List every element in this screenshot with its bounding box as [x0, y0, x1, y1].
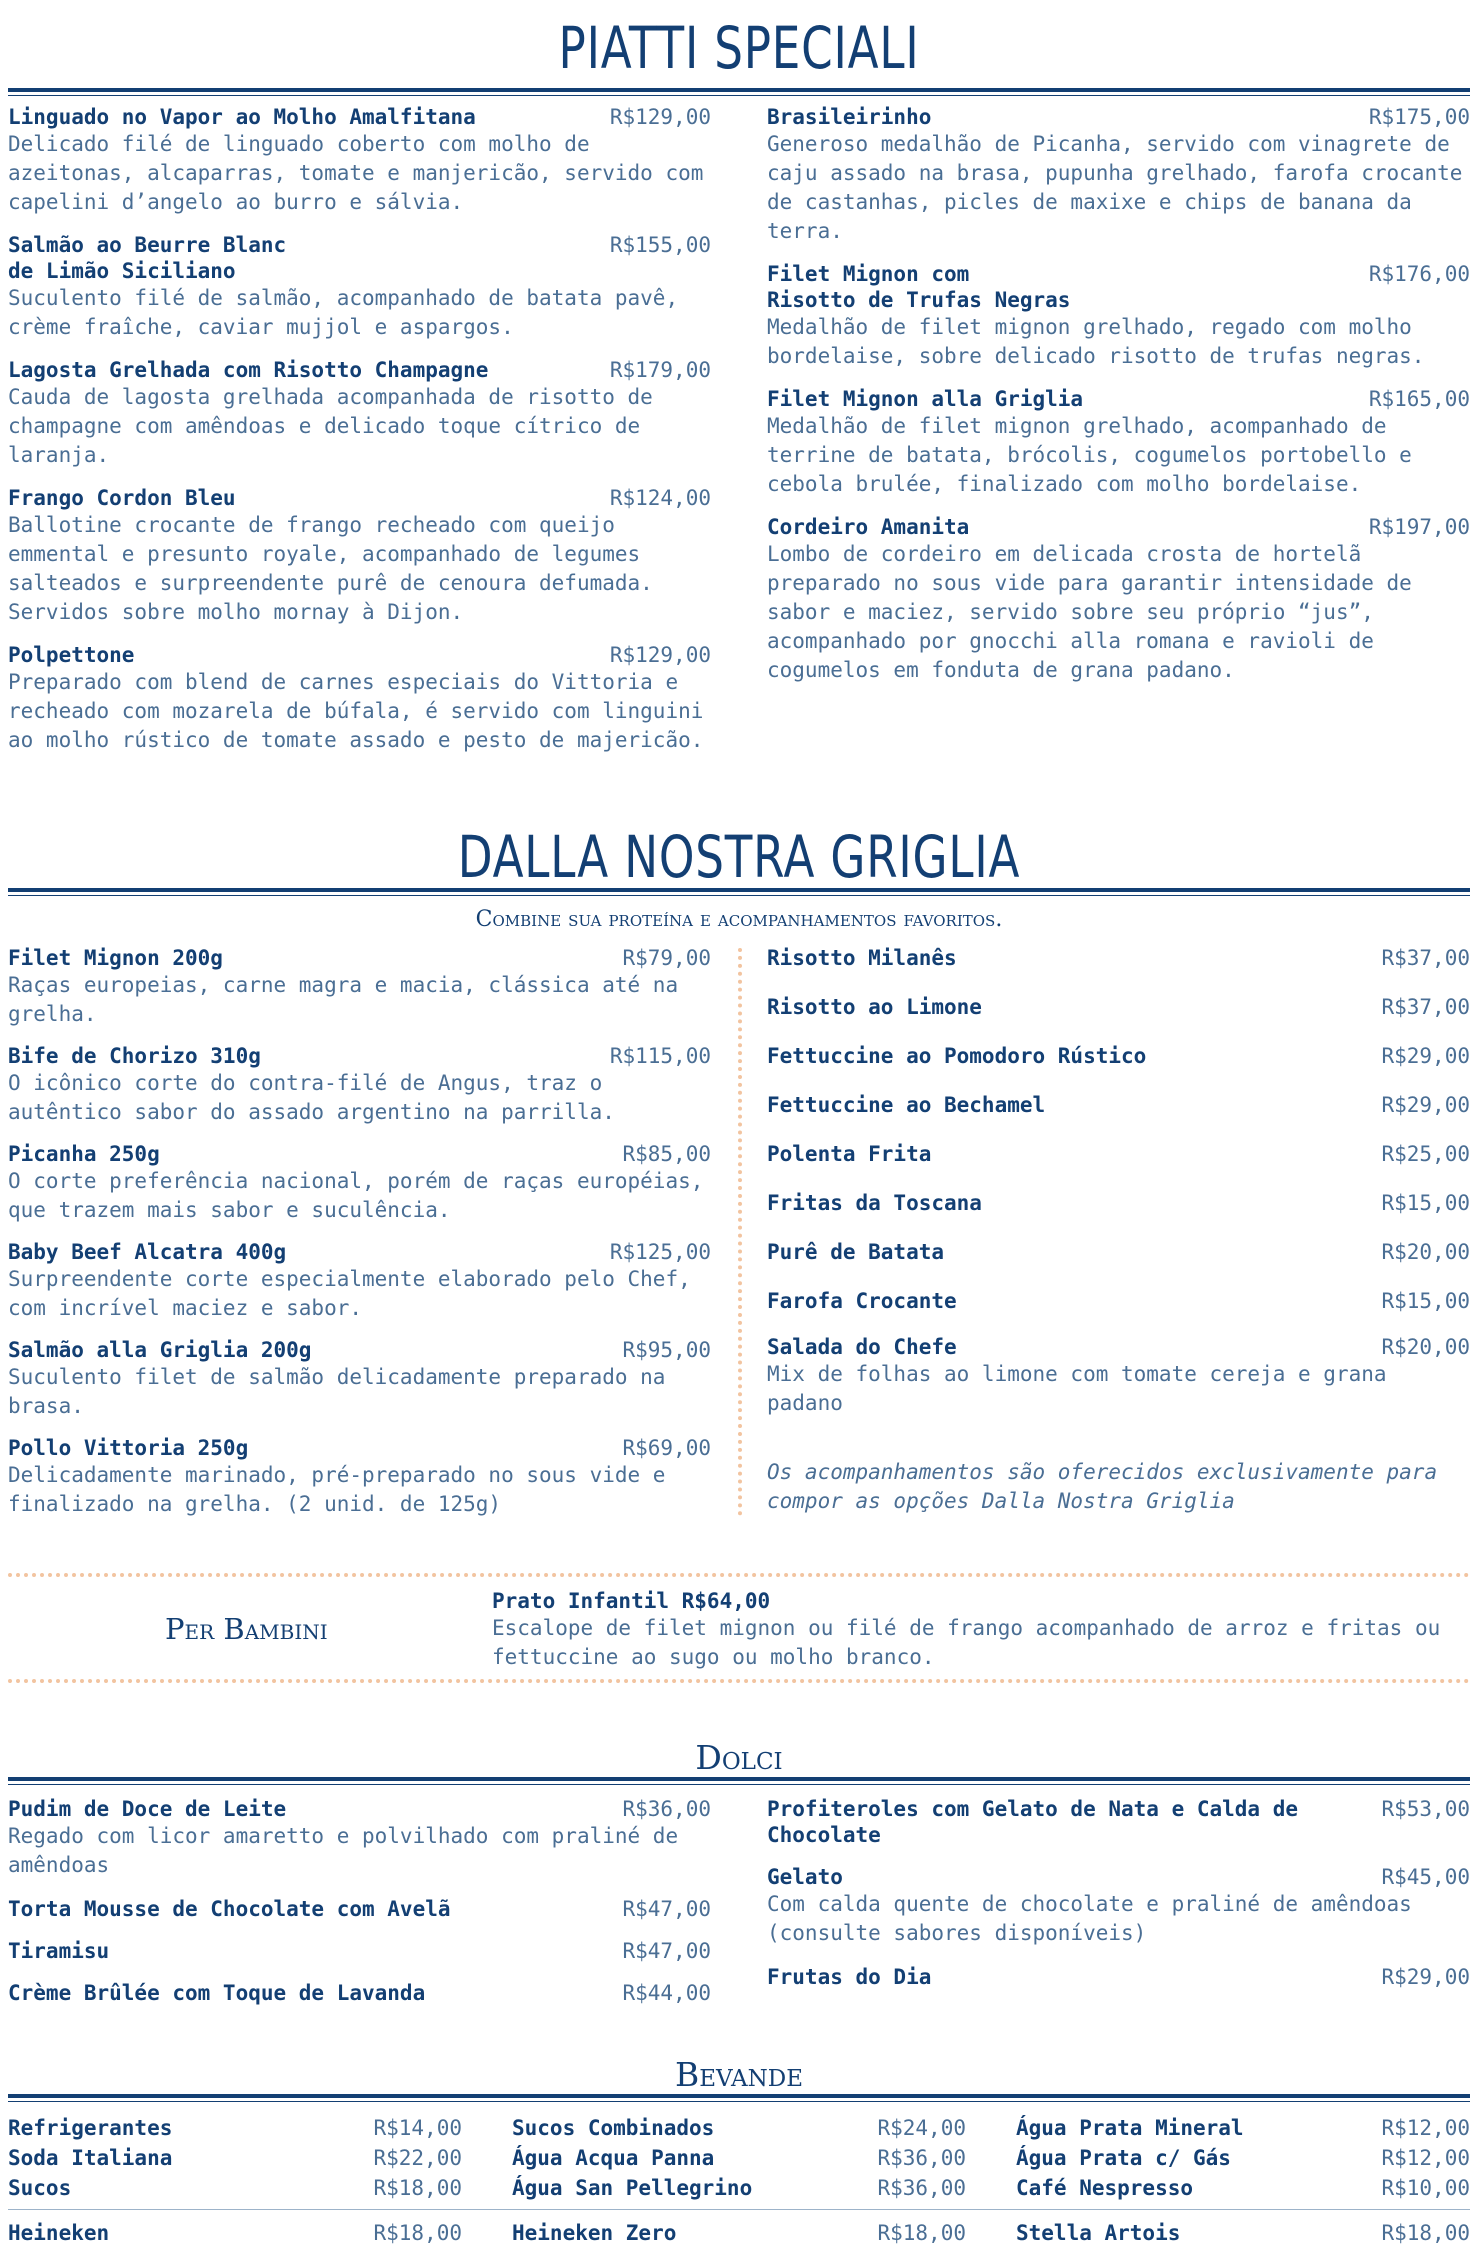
side-item [767, 1043, 1470, 1069]
menu-item-header [8, 1938, 711, 1964]
side-item-price: R$37,00 [1381, 995, 1470, 1019]
menu-item-description: Suculento filet de salmão delicadamente preparado na brasa. [8, 1365, 666, 1418]
menu-item-price: R$69,00 [622, 1436, 711, 1460]
menu-item-price: R$47,00 [622, 1897, 711, 1921]
menu-item-name: Frango Cordon Bleu [8, 486, 236, 510]
side-item-price: R$20,00 [1381, 1240, 1470, 1264]
side-item-name: Purê de Batata [767, 1240, 945, 1264]
menu-item-header [767, 104, 1470, 130]
beverage-item [1016, 2113, 1470, 2143]
beverage-item [1016, 2218, 1470, 2248]
side-item-name: Polenta Frita [767, 1142, 932, 1166]
menu-item-name: Salmão ao Beurre Blanc [8, 233, 287, 257]
menu-item-price: R$36,00 [622, 1797, 711, 1821]
menu-item [8, 357, 711, 470]
menu-item-name: Filet Mignon alla Griglia [767, 387, 1084, 411]
side-item-name: Fettuccine ao Bechamel [767, 1093, 1046, 1117]
bevande-title: Bevande [674, 2055, 804, 2094]
column-divider [738, 948, 742, 1516]
beverage-price: R$36,00 [877, 2146, 966, 2170]
beverage-name: Café Nespresso [1016, 2176, 1194, 2200]
menu-item-description: Ballotine crocante de frango recheado com queijo emmental e presunto royale, acompanhado de legumes salteados e surpreendente purê de cenoura defumada. Servidos sobre molho mornay à Dijon. [8, 513, 653, 624]
menu-item-description: Delicado filé de linguado coberto com molho de azeitonas, alcaparras, tomate e manjericão, servido com capelini d’angelo ao burro e sálvia. [8, 132, 704, 214]
side-item [767, 945, 1470, 971]
menu-item-description: Lombo de cordeiro em delicada crosta de hortelã preparado no sous vide para garantir intensidade de sabor e maciez, servido sobre seu próprio “jus”, acompanhado por gnocchi alla romana e ravioli de cogumelos em fonduta de grana padano. [767, 542, 1412, 682]
bambini-description: Escalope de filet mignon ou filé de frango acompanhado de arroz e fritas ou fettuccine ao sugo ou molho branco. [492, 1616, 1441, 1669]
side-item-name: Fritas da Toscana [767, 1191, 982, 1215]
menu-item-header [8, 357, 711, 383]
menu-item [767, 1796, 1470, 1848]
menu-item [8, 1796, 711, 1880]
beverage-name: Sucos [8, 2176, 72, 2200]
side-item-price: R$29,00 [1381, 1044, 1470, 1068]
section-rule [8, 2094, 1470, 2102]
bambini-item: Prato Infantil R$64,00 [492, 1589, 771, 1613]
beverage-price: R$18,00 [1381, 2221, 1470, 2245]
menu-item-description: Preparado com blend de carnes especiais do Vittoria e recheado com mozarela de búfala, é servido com linguini ao molho rústico de tomate assado e pesto de majericão. [8, 670, 704, 752]
side-item-name: Farofa Crocante [767, 1289, 957, 1313]
beverage-price: R$36,00 [877, 2176, 966, 2200]
piatti-speciali-title: PIATTI SPECIALI [558, 14, 920, 82]
side-item [767, 1141, 1470, 1167]
menu-item [8, 1337, 711, 1421]
menu-item-header [8, 1796, 711, 1822]
menu-item-price: R$125,00 [609, 1240, 711, 1264]
bambini-block [492, 1588, 1452, 1672]
side-item-name: Fettuccine ao Pomodoro Rústico [767, 1044, 1147, 1068]
dotted-rule [8, 1679, 1470, 1683]
beverage-price: R$18,00 [373, 2221, 462, 2245]
menu-item-price: R$45,00 [1381, 1865, 1470, 1889]
beverage-name: Refrigerantes [8, 2116, 173, 2140]
menu-item [767, 261, 1470, 371]
menu-item-name: Salmão alla Griglia 200g [8, 1338, 312, 1362]
beverage-price: R$10,00 [1381, 2176, 1470, 2200]
menu-item [8, 232, 711, 342]
menu-item [8, 1980, 711, 2006]
menu-item-name: Tiramisu [8, 1939, 110, 1963]
menu-item [8, 1435, 711, 1519]
side-item [767, 1092, 1470, 1118]
menu-item-description: Cauda de lagosta grelhada acompanhada de risotto de champagne com amêndoas e delicado toque cítrico de laranja. [8, 385, 653, 467]
menu-item-name: Pudim de Doce de Leite [8, 1797, 287, 1821]
menu-item-header [767, 514, 1470, 540]
side-item-name: Risotto ao Limone [767, 995, 982, 1019]
menu-item-description: Medalhão de filet mignon grelhado, acompanhado de terrine de batata, brócolis, cogumelos portobello e cebola brulée, finalizado com molho bordelaise. [767, 414, 1412, 496]
menu-item-header [8, 642, 711, 668]
section-rule [8, 88, 1470, 96]
beverage-item [512, 2173, 966, 2203]
beverage-name: Água Acqua Panna [512, 2146, 715, 2170]
side-item [767, 1190, 1470, 1216]
menu-item [8, 945, 711, 1029]
menu-item-header [767, 261, 1470, 287]
beverage-name: Água Prata Mineral [1016, 2116, 1244, 2140]
menu-item-header [8, 1043, 711, 1069]
beverage-price: R$12,00 [1381, 2116, 1470, 2140]
menu-item-price: R$129,00 [609, 643, 711, 667]
griglia-subtitle: Combine sua proteína e acompanhamentos favoritos. [475, 907, 1003, 932]
menu-item-name: Crème Brûlée com Toque de Lavanda [8, 1981, 426, 2005]
side-item [767, 1288, 1470, 1314]
dolci-left-column [8, 1796, 711, 2022]
menu-item-price: R$85,00 [622, 1142, 711, 1166]
menu-item-header [8, 1141, 711, 1167]
salad-name: Salada do Chefe [767, 1335, 957, 1359]
salad-description: Mix de folhas ao limone com tomate cereja e grana padano [767, 1362, 1387, 1415]
beverage-price: R$18,00 [877, 2221, 966, 2245]
menu-item [8, 1938, 711, 1964]
beverage-name: Heineken Zero [512, 2221, 677, 2245]
menu-item-name: Gelato [767, 1865, 843, 1889]
menu-item [767, 386, 1470, 499]
menu-item-header [8, 104, 711, 130]
menu-item-name: Picanha 250g [8, 1142, 160, 1166]
beverage-item [512, 2143, 966, 2173]
menu-item-header [8, 1337, 711, 1363]
menu-item-price: R$53,00 [1381, 1797, 1470, 1821]
side-item-price: R$25,00 [1381, 1142, 1470, 1166]
menu-item [767, 104, 1470, 246]
menu-item-price: R$95,00 [622, 1338, 711, 1362]
menu-item [8, 1896, 711, 1922]
menu-item-description: Delicadamente marinado, pré-preparado no sous vide e finalizado na grelha. (2 unid. de 125g) [8, 1463, 666, 1516]
beverage-item [512, 2113, 966, 2143]
menu-item-description: Medalhão de filet mignon grelhado, regado com molho bordelaise, sobre delicado risotto de trufas negras. [767, 315, 1425, 368]
menu-item [8, 642, 711, 755]
menu-item-name: Profiteroles com Gelato de Nata e Calda de Chocolate [767, 1797, 1299, 1847]
menu-item-name: Pollo Vittoria 250g [8, 1436, 249, 1460]
menu-item-price: R$79,00 [622, 946, 711, 970]
menu-item-header [767, 1964, 1470, 1990]
menu-item-header [8, 485, 711, 511]
menu-item-price: R$124,00 [609, 486, 711, 510]
side-item-price: R$37,00 [1381, 946, 1470, 970]
menu-item-description: Com calda quente de chocolate e praliné de amêndoas (consulte sabores disponíveis) [767, 1892, 1412, 1945]
side-item-price: R$29,00 [1381, 1093, 1470, 1117]
menu-item-price: R$179,00 [609, 358, 711, 382]
menu-item-description: O icônico corte do contra-filé de Angus, traz o autêntico sabor do assado argentino na parrilla. [8, 1071, 615, 1124]
piatti-right-column [767, 104, 1470, 700]
side-item-price: R$15,00 [1381, 1289, 1470, 1313]
menu-item-name-cont: de Limão Siciliano [8, 259, 236, 283]
beverage-price: R$22,00 [373, 2146, 462, 2170]
beverage-item [8, 2173, 462, 2203]
menu-item-price: R$155,00 [609, 233, 711, 257]
dotted-rule [8, 1573, 1470, 1577]
menu-item-price: R$176,00 [1368, 262, 1470, 286]
sides-note: Os acompanhamentos são oferecidos exclusivamente para compor as opções Dalla Nostra Griglia [767, 1460, 1438, 1513]
beverage-item [1016, 2143, 1470, 2173]
salad-item [767, 1334, 1470, 1418]
beverage-name: Água Prata c/ Gás [1016, 2146, 1231, 2170]
griglia-proteins-column [8, 945, 711, 1533]
menu-item-price: R$175,00 [1368, 105, 1470, 129]
menu-item-price: R$29,00 [1381, 1965, 1470, 1989]
menu-item-name: Linguado no Vapor ao Molho Amalfitana [8, 105, 476, 129]
beverage-name: Stella Artois [1016, 2221, 1181, 2245]
menu-item-header [767, 386, 1470, 412]
section-rule [8, 888, 1470, 896]
side-item [767, 1239, 1470, 1265]
side-item-name: Risotto Milanês [767, 946, 957, 970]
menu-item-price: R$165,00 [1368, 387, 1470, 411]
beverage-price: R$12,00 [1381, 2146, 1470, 2170]
menu-item-price: R$47,00 [622, 1939, 711, 1963]
menu-item [8, 1141, 711, 1225]
salad-price: R$20,00 [1381, 1335, 1470, 1359]
menu-item-header [8, 945, 711, 971]
menu-item [767, 1864, 1470, 1948]
piatti-left-column [8, 104, 711, 770]
menu-item-name: Lagosta Grelhada com Risotto Champagne [8, 358, 489, 382]
menu-item [767, 514, 1470, 685]
beverage-item [8, 2218, 462, 2248]
menu-item-description: Suculento filé de salmão, acompanhado de batata pavê, crème fraîche, caviar mujjol e aspargos. [8, 286, 679, 339]
griglia-title: DALLA NOSTRA GRIGLIA [457, 823, 1021, 891]
section-rule [8, 1777, 1470, 1785]
menu-item-description: Generoso medalhão de Picanha, servido com vinagrete de caju assado na brasa, pupunha grelhado, farofa crocante de castanhas, picles de maxixe e chips de banana da terra. [767, 132, 1463, 243]
beverage-name: Soda Italiana [8, 2146, 173, 2170]
beverage-item [1016, 2173, 1470, 2203]
beverage-item [8, 2113, 462, 2143]
menu-item-header [8, 232, 711, 258]
beverage-price: R$18,00 [373, 2176, 462, 2200]
bambini-title: Per Bambini [165, 1612, 328, 1646]
menu-item-header [767, 1796, 1470, 1848]
beverage-name: Heineken [8, 2221, 110, 2245]
beverage-item [8, 2143, 462, 2173]
menu-item-description: Regado com licor amaretto e polvilhado com praliné de amêndoas [8, 1824, 679, 1877]
menu-item-header [8, 1980, 711, 2006]
menu-item-header [8, 1435, 711, 1461]
menu-item-name: Torta Mousse de Chocolate com Avelã [8, 1897, 451, 1921]
menu-item-price: R$197,00 [1368, 515, 1470, 539]
beverage-separator [8, 2209, 1470, 2210]
menu-item-name: Filet Mignon com [767, 262, 970, 286]
beverage-price: R$14,00 [373, 2116, 462, 2140]
griglia-sides-column [767, 945, 1470, 1516]
menu-item-price: R$129,00 [609, 105, 711, 129]
menu-item-description: O corte preferência nacional, porém de raças européias, que trazem mais sabor e suculência. [8, 1169, 704, 1222]
beverage-name: Água San Pellegrino [512, 2176, 753, 2200]
menu-item-name-cont: Risotto de Trufas Negras [767, 288, 1071, 312]
side-item-price: R$15,00 [1381, 1191, 1470, 1215]
menu-item [767, 1964, 1470, 1990]
menu-item [8, 485, 711, 627]
menu-item-name: Polpettone [8, 643, 135, 667]
menu-item-name: Frutas do Dia [767, 1965, 932, 1989]
beverage-name: Sucos Combinados [512, 2116, 715, 2140]
menu-item [8, 1239, 711, 1323]
dolci-right-column [767, 1796, 1470, 2006]
menu-item [8, 1043, 711, 1127]
menu-item-price: R$44,00 [622, 1981, 711, 2005]
menu-item-name: Bife de Chorizo 310g [8, 1044, 261, 1068]
dolci-title: Dolci [695, 1738, 783, 1777]
menu-item [8, 104, 711, 217]
menu-item-name: Filet Mignon 200g [8, 946, 223, 970]
menu-item-name: Cordeiro Amanita [767, 515, 970, 539]
menu-item-description: Surpreendente corte especialmente elaborado pelo Chef, com incrível maciez e sabor. [8, 1267, 691, 1320]
menu-item-name: Baby Beef Alcatra 400g [8, 1240, 287, 1264]
menu-item-header [8, 1896, 711, 1922]
beverage-item [512, 2218, 966, 2248]
menu-item-price: R$115,00 [609, 1044, 711, 1068]
menu-item-name: Brasileirinho [767, 105, 932, 129]
menu-item-header [767, 1864, 1470, 1890]
menu-item-header [8, 1239, 711, 1265]
menu-item-description: Raças europeias, carne magra e macia, clássica até na grelha. [8, 973, 679, 1026]
beverage-price: R$24,00 [877, 2116, 966, 2140]
side-item [767, 994, 1470, 1020]
